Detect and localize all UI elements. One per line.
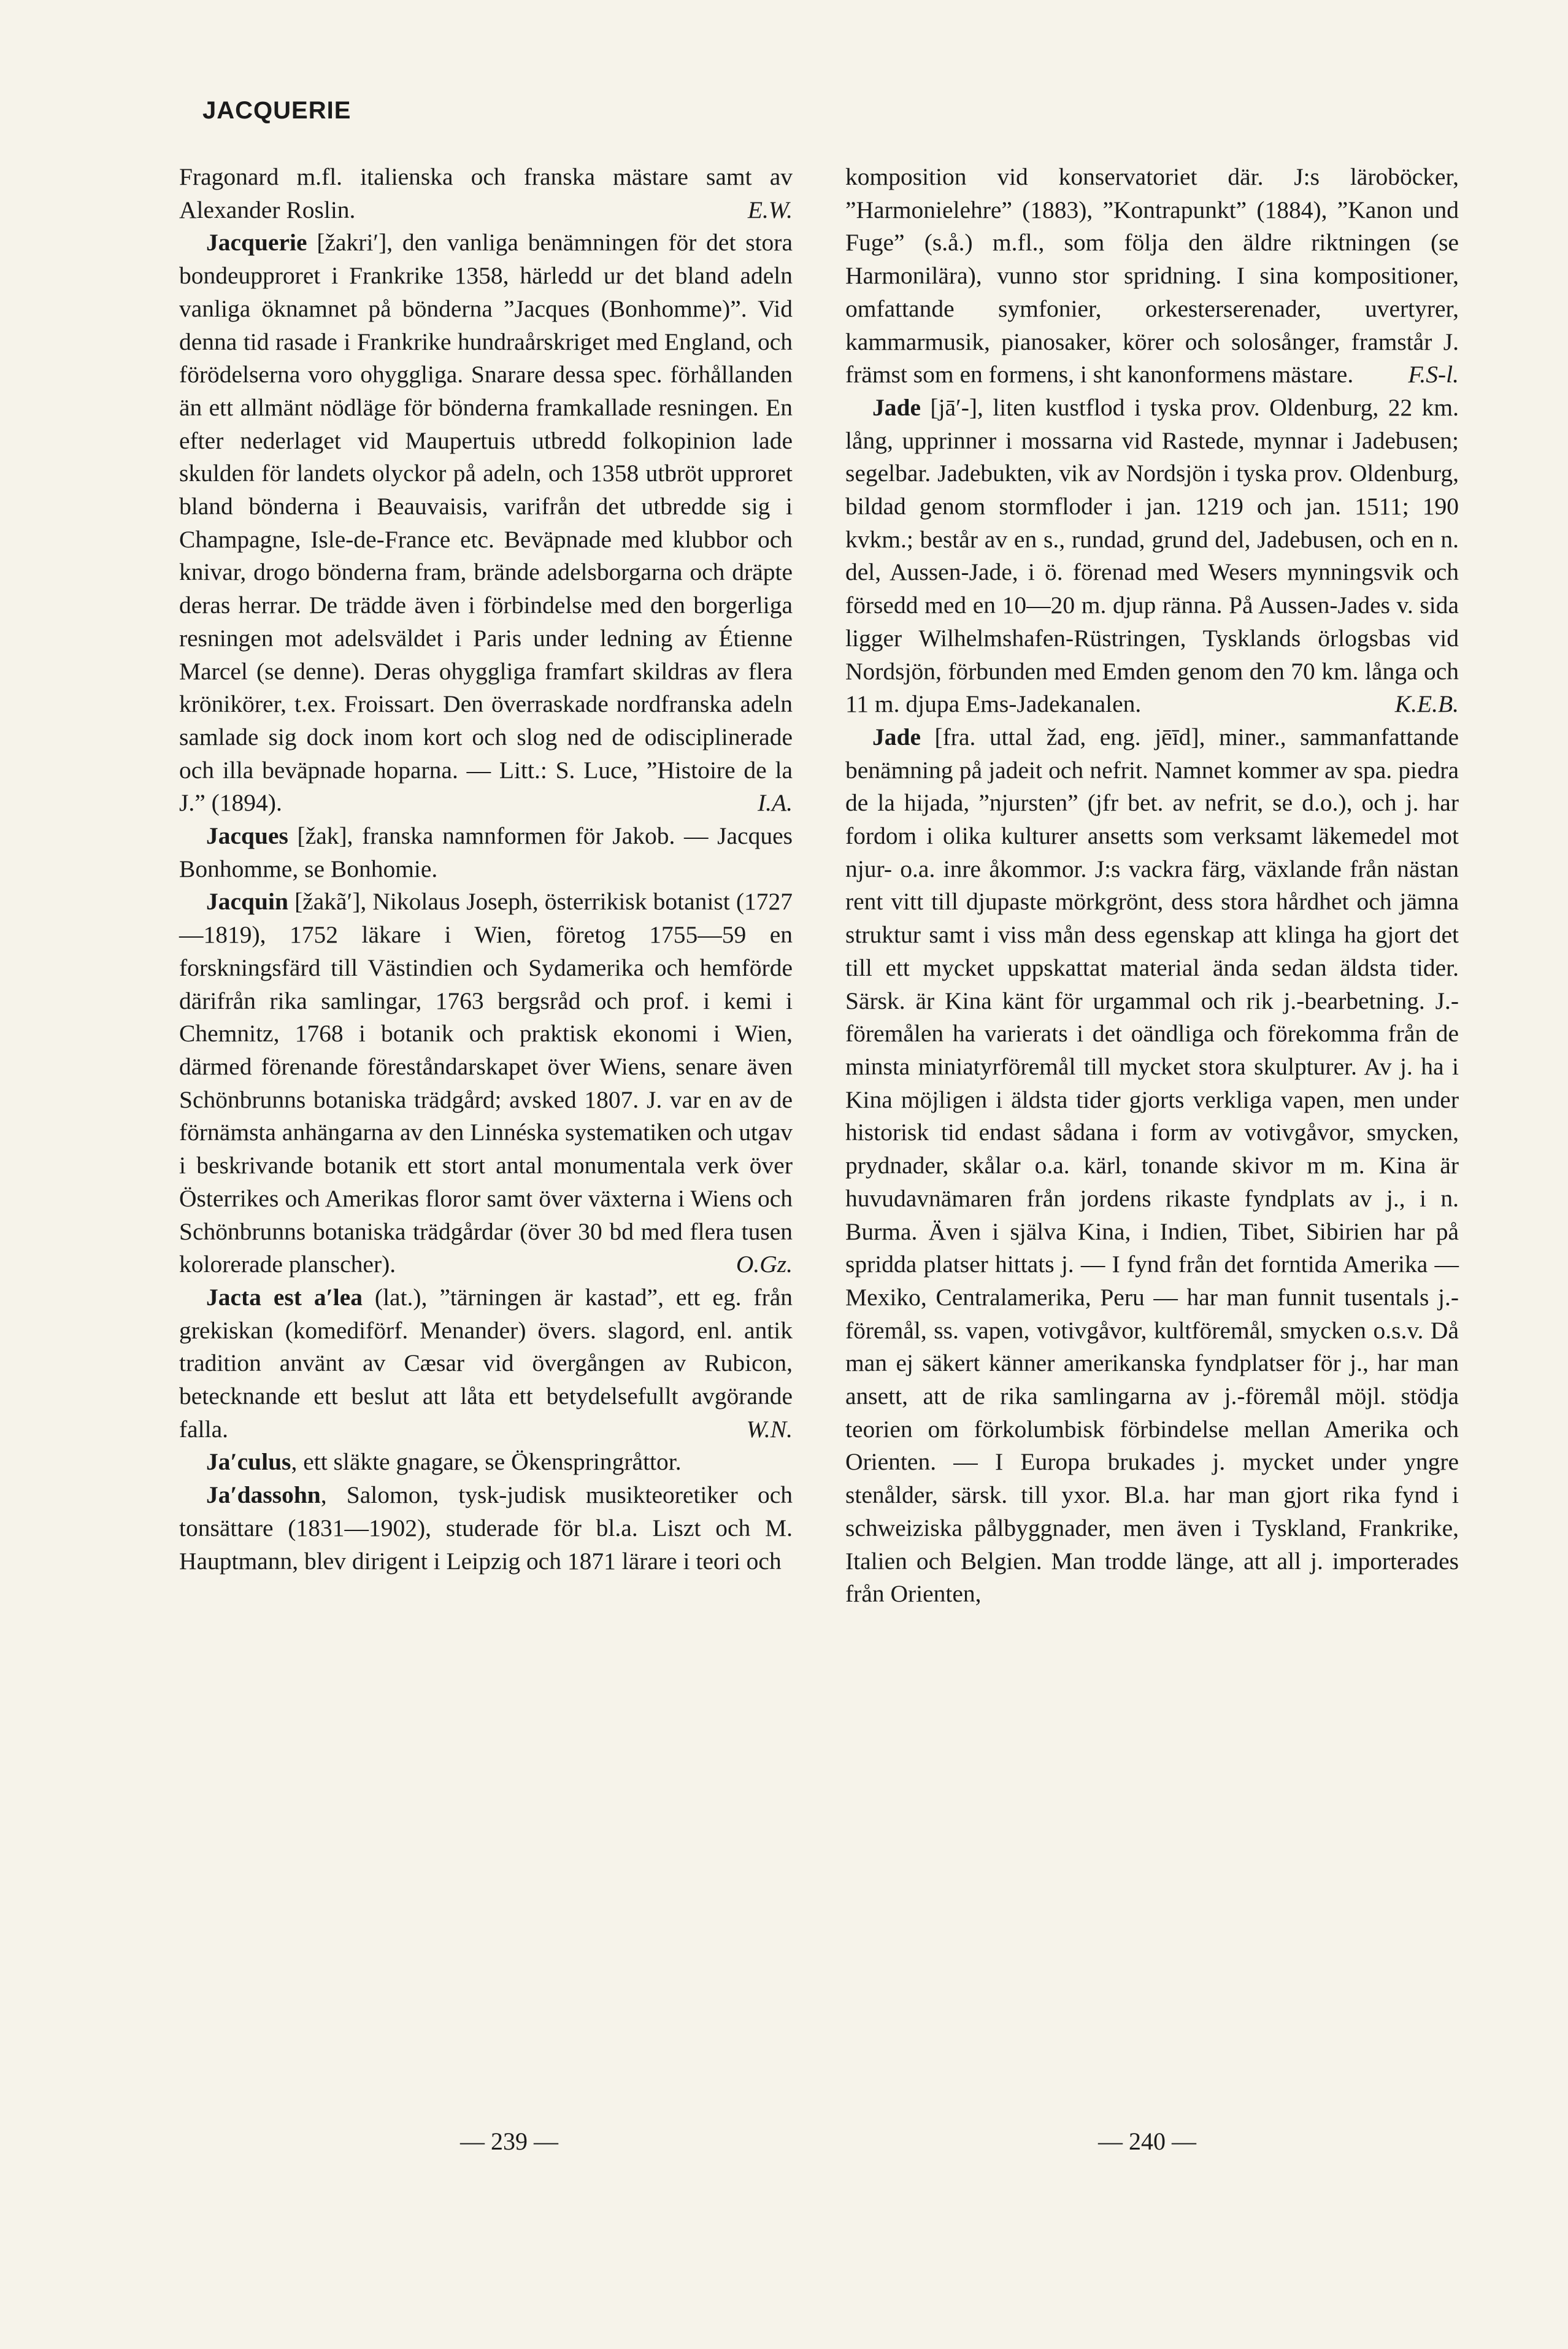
entry-text: (lat.), ”tärningen är kastad”, ett eg. från grekiskan (komediförf. Menander) övers. slagord, enl. antik tradition använt av Cæsar vid övergången av Rubicon, betecknande ett beslut att låta ett betydelsefullt avgörande falla. [179, 1283, 793, 1443]
dictionary-entry [845, 161, 1459, 392]
dictionary-entry [845, 721, 1459, 1611]
entry-headword: Jade [872, 393, 921, 421]
running-head: JACQUERIE [202, 97, 352, 124]
author-signature: W.N. [746, 1415, 793, 1443]
entry-text: [žakri′], den vanliga benämningen för det stora bondeupproret i Frankrike 1358, härledd ur det bland adeln vanliga öknamnet på bönderna ”Jacques (Bonhomme)”. Vid denna tid rasade i Frankrike hundraårskriget med England, och förödelserna voro ohyggliga. Snarare dessa spec. förhållanden än ett allmänt nödläge för bönderna framkallade resningen. En efter nederlaget vid Maupertuis utbredd folkopinion lade skulden för landets olyckor på adeln, och 1358 utbröt upproret bland bönderna i Beauvaisis, varifrån det utbredde sig i Champagne, Isle-de-France etc. Beväpnade med klubbor och knivar, drogo bönderna fram, brände adelsborgarna och dräpte deras herrar. De trädde även i förbindelse med den borgerliga resningen mot adelsväldet i Paris under ledning av Étienne Marcel (se denne). Deras ohyggliga framfart skildras av flera krönikörer, t.ex. Froissart. Den överraskade nordfranska adeln samlade sig dock inom kort och slog ned de odisciplinerade och illa beväpnade hoparna. — Litt.: S. Luce, ”Histoire de la J.” (1894). [179, 229, 793, 817]
left-column [179, 161, 793, 1578]
right-column [845, 161, 1459, 1611]
author-signature: I.A. [757, 789, 793, 817]
dictionary-entry [179, 1446, 793, 1479]
entry-text: [fra. uttal žad, eng. jēīd], miner., sammanfattande benämning på jadeit och nefrit. Namnet kommer av spa. piedra de la hijada, ”njursten” (jfr bet. av nefrit, se d.o.), och j. har fordom i olika kulturer ansetts som verksamt läkemedel mot njur- o.a. inre åkommor. J:s vackra färg, växlande från nästan rent vitt till djupaste mörkgrönt, dess stora hårdhet och jämna struktur samt i viss mån dess egenskap att klinga ha gjort det till ett mycket uppskattat material ända sedan äldsta tider. Särsk. är Kina känt för urgammal och rik j.-bearbetning. J.-föremålen ha varierats i det oändliga och förekomma från de minsta miniatyrföremål till mycket stora skulpturer. Av j. ha i Kina möjligen i äldsta tider gjorts verkliga vapen, men under historisk tid endast sådana i form av votivgåvor, smycken, prydnader, skålar o.a. kärl, tonande skivor m m. Kina är huvudavnämaren från jordens rikaste fyndplats av j., i n. Burma. Även i själva Kina, i Indien, Tibet, Sibirien har på spridda platser hittats j. — I fynd från det forntida Amerika — Mexiko, Centralamerika, Peru — har man funnit tusentals j.-föremål, ss. vapen, votivgåvor, kultföremål, smycken o.s.v. Då man ej säkert känner amerikanska fyndplatser för j., har man ansett, att de rika samlingarna av j.-föremål möjl. stödja teorien om förkolumbisk förbindelse mellan Amerika och Orienten. — I Europa brukades j. mycket under yngre stenålder, särsk. till yxor. Bl.a. har man gjort rika fynd i schweiziska pålbyggnader, men även i Tyskland, Frankrike, Italien och Belgien. Man trodde länge, att all j. importerades från Orienten, [845, 723, 1459, 1608]
entry-headword: Jacques [206, 822, 288, 850]
page-number-left: — 239 — [460, 2127, 558, 2155]
entry-headword: Jacquerie [206, 229, 307, 256]
author-signature: E.W. [747, 196, 793, 223]
dictionary-entry [179, 161, 793, 226]
entry-headword: Jacta est a′lea [206, 1283, 363, 1311]
author-signature: O.Gz. [736, 1251, 793, 1278]
entry-headword: Ja′dassohn [206, 1481, 321, 1509]
dictionary-entry [179, 1479, 793, 1578]
entry-text: [jā′-], liten kustflod i tyska prov. Oldenburg, 22 km. lång, upprinner i mossarna vid Rastede, mynnar i Jadebusen; segelbar. Jadebukten, vik av Nordsjön i tyska prov. Oldenburg, bildad genom stormfloder i jan. 1219 och jan. 1511; 190 kvkm.; består av en s., rundad, grund del, Jadebusen, och en n. del, Aussen-Jade, i ö. förenad med Wesers mynningsvik och försedd med en 10—20 m. djup ränna. På Aussen-Jades v. sida ligger Wilhelmshafen-Rüstringen, Tysklands örlogsbas vid Nordsjön, förbunden med Emden genom den 70 km. långa och 11 m. djupa Ems-Jadekanalen. [845, 393, 1459, 718]
author-signature: F.S-l. [1408, 361, 1459, 388]
dictionary-entry [179, 820, 793, 885]
entry-text: [žakã′], Nikolaus Joseph, österrikisk botanist (1727—1819), 1752 läkare i Wien, företog 1755—59 en forskningsfärd till Västindien och Sydamerika och hemförde därifrån rika samlingar, 1763 bergsråd och prof. i kemi i Chemnitz, 1768 i botanik och praktisk ekonomi i Wien, därmed förenande föreståndarskapet över Wiens, senare även Schönbrunns botaniska trädgård; avsked 1807. J. var en av de förnämsta anhängarna av den Linnéska systematiken och utgav i beskrivande botanik ett stort antal monumentala verk över Österrikes och Amerikas floror samt över växterna i Wiens och Schönbrunns botaniska trädgårdar (över 30 bd med flera tusen kolorerade planscher). [179, 888, 793, 1278]
entry-text: , Salomon, tysk-judisk musikteoretiker och tonsättare (1831—1902), studerade för bl.a. Liszt och M. Hauptmann, blev dirigent i Leipzig och 1871 lärare i teori och [179, 1481, 793, 1575]
dictionary-entry [845, 392, 1459, 721]
entry-headword: Ja′culus [206, 1448, 291, 1476]
entry-text: Fragonard m.fl. italienska och franska mästare samt av Alexander Roslin. [179, 163, 793, 223]
entry-headword: Jacquin [206, 888, 288, 916]
entry-text: [žak], franska namnformen för Jakob. — Jacques Bonhomme, se Bonhomie. [179, 822, 793, 882]
dictionary-entry [179, 885, 793, 1281]
entry-text: , ett släkte gnagare, se Ökenspringråttor. [291, 1448, 682, 1476]
entry-headword: Jade [872, 723, 921, 750]
entry-text: komposition vid konservatoriet där. J:s läroböcker, ”Harmonielehre” (1883), ”Kontrapunkt” (1884), ”Kanon und Fuge” (s.å.) m.fl., som följa den äldre riktningen (se Harmonilära), vunno stor spridning. I sina kompositioner, omfattande symfonier, orkesterserenader, uvertyrer, kammarmusik, pianosaker, körer och solosånger, framstår J. främst som en formens, i sht kanonformens mästare. [845, 163, 1459, 388]
author-signature: K.E.B. [1394, 690, 1459, 718]
dictionary-entry [179, 226, 793, 820]
page-number-right: — 240 — [1098, 2127, 1196, 2155]
dictionary-entry [179, 1281, 793, 1446]
